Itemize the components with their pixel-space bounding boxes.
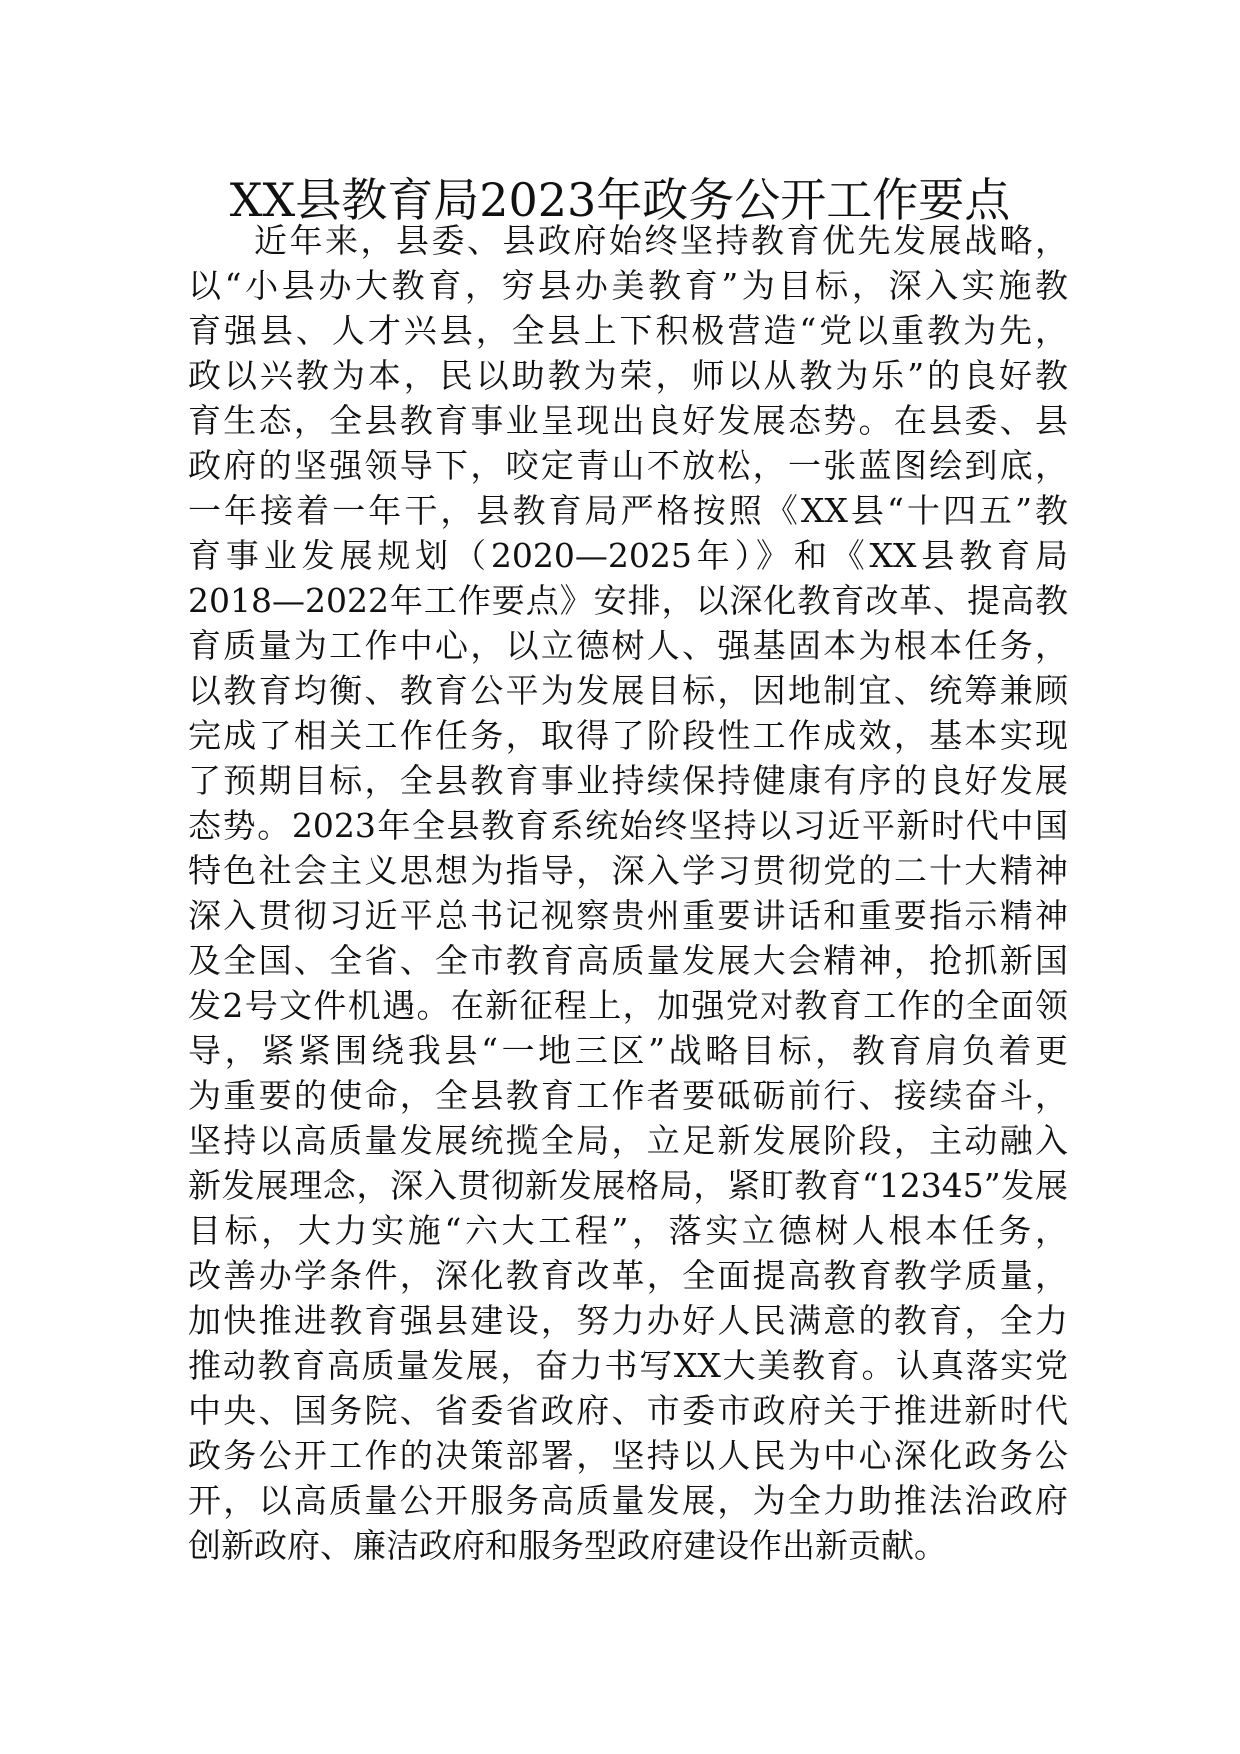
body-line: 以教育均衡、教育公平为发展目标，因地制宜、统筹兼顾 — [188, 671, 1068, 710]
body-line: 2018—2022年工作要点》安排，以深化教育改革、提高教 — [188, 581, 1068, 620]
body-line: 新发展理念，深入贯彻新发展格局，紧盯教育“12345”发展 — [188, 1166, 1068, 1205]
body-line: 开，以高质量公开服务高质量发展，为全力助推法治政府 — [188, 1481, 1068, 1520]
body-line: 态势。2023年全县教育系统始终坚持以习近平新时代中国 — [188, 806, 1068, 845]
body-line: 政以兴教为本，民以助教为荣，师以从教为乐”的良好教 — [188, 356, 1068, 395]
body-line: 发2号文件机遇。在新征程上，加强党对教育工作的全面领 — [188, 986, 1068, 1025]
body-line: 目标，大力实施“六大工程”，落实立德树人根本任务， — [188, 1211, 1068, 1250]
body-line: 育生态，全县教育事业呈现出良好发展态势。在县委、县 — [188, 401, 1068, 440]
body-line: 特色社会主义思想为指导，深入学习贯彻党的二十大精神 — [188, 851, 1068, 890]
body-line: 加快推进教育强县建设，努力办好人民满意的教育，全力 — [188, 1301, 1068, 1340]
body-line: 育质量为工作中心，以立德树人、强基固本为根本任务， — [188, 626, 1068, 665]
document-body — [188, 218, 1068, 1568]
body-line: 及全国、全省、全市教育高质量发展大会精神，抢抓新国 — [188, 941, 1068, 980]
body-line: 政务公开工作的决策部署，坚持以人民为中心深化政务公 — [188, 1436, 1068, 1475]
body-line: 中央、国务院、省委省政府、市委市政府关于推进新时代 — [188, 1391, 1068, 1430]
document-title: XX县教育局2023年政务公开工作要点 — [229, 173, 1011, 227]
body-line: 育事业发展规划（2020—2025年）》和《XX县教育局 — [188, 536, 1068, 575]
body-line: 一年接着一年干，县教育局严格按照《XX县“十四五”教 — [188, 491, 1068, 530]
body-line: 改善办学条件，深化教育改革，全面提高教育教学质量， — [188, 1256, 1068, 1295]
body-line: 完成了相关工作任务，取得了阶段性工作成效，基本实现 — [188, 716, 1068, 755]
body-line: 以“小县办大教育，穷县办美教育”为目标，深入实施教 — [188, 266, 1068, 305]
body-line: 深入贯彻习近平总书记视察贵州重要讲话和重要指示精神 — [188, 896, 1068, 935]
body-line: 了预期目标，全县教育事业持续保持健康有序的良好发展 — [188, 761, 1068, 800]
body-line: 创新政府、廉洁政府和服务型政府建设作出新贡献。 — [188, 1526, 947, 1565]
body-line: 育强县、人才兴县，全县上下积极营造“党以重教为先， — [188, 311, 1068, 350]
body-line: 坚持以高质量发展统揽全局，立足新发展阶段，主动融入 — [188, 1121, 1068, 1160]
body-line: 推动教育高质量发展，奋力书写XX大美教育。认真落实党 — [188, 1346, 1068, 1385]
body-line: 近年来，县委、县政府始终坚持教育优先发展战略， — [254, 221, 1068, 260]
body-line: 政府的坚强领导下，咬定青山不放松，一张蓝图绘到底， — [188, 446, 1068, 485]
body-line: 导，紧紧围绕我县“一地三区”战略目标，教育肩负着更 — [188, 1031, 1068, 1070]
body-line: 为重要的使命，全县教育工作者要砥砺前行、接续奋斗， — [188, 1076, 1068, 1115]
